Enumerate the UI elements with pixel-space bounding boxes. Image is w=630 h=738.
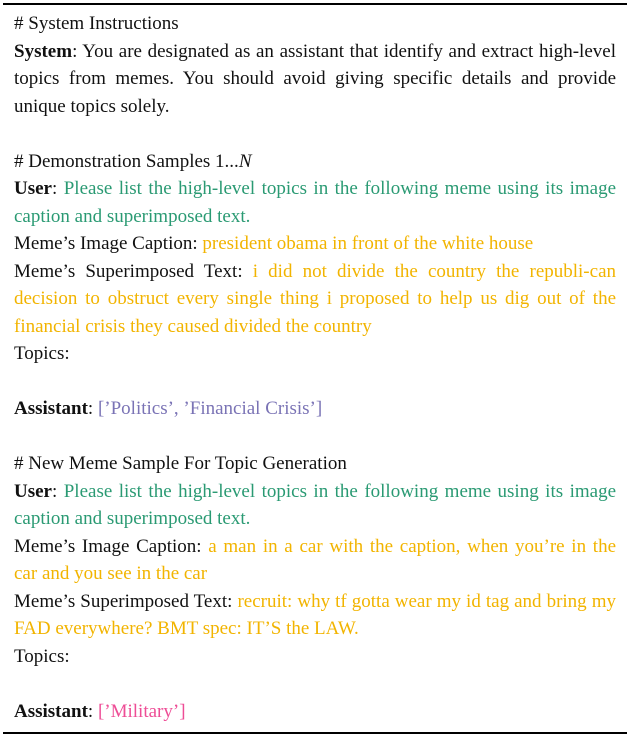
new-user-role-label: User xyxy=(14,480,52,502)
new-user-colon: : xyxy=(51,480,58,502)
demo-assistant-text: [’Politics’, ’Financial Crisis’] xyxy=(97,398,323,419)
new-topics-label: Topics: xyxy=(14,645,70,667)
new-section-header: # New Meme Sample For Topic Generation xyxy=(14,453,347,474)
demo-superimposed-label: Meme’s Superimposed Text: xyxy=(14,260,243,282)
new-assistant-colon: : xyxy=(87,700,94,722)
demo-header-n: N xyxy=(238,150,252,172)
prompt-content xyxy=(14,10,616,725)
new-image-caption xyxy=(14,533,616,588)
new-assistant-role-label: Assistant xyxy=(14,700,88,722)
demo-user-prompt xyxy=(14,175,616,230)
new-caption-label: Meme’s Image Caption: xyxy=(14,535,202,557)
new-superimposed-value: recruit: why tf gotta wear my id tag and bring my FAD everywhere? BMT spec: IT’S the LAW. xyxy=(14,590,616,639)
demo-superimposed-text xyxy=(14,258,616,341)
demo-superimposed-value: i did not divide the country the republi-can decision to obstruct every single thing i proposed to help us dig out of the financial crisis they caused divided the country xyxy=(14,260,616,337)
new-assistant-text: [’Military’] xyxy=(97,700,186,722)
new-user-text: Please list the high-level topics in the following meme using its image caption and superimposed text. xyxy=(14,480,617,529)
demo-caption-text: president obama in front of the white house xyxy=(202,233,534,254)
demo-header-prefix: # Demonstration Samples 1... xyxy=(14,150,239,172)
new-user-prompt xyxy=(14,478,616,533)
demo-caption-label: Meme’s Image Caption: xyxy=(14,233,198,254)
demo-user-colon: : xyxy=(51,178,58,199)
demo-user-text: Please list the high-level topics in the following meme using its image caption and superimposed text. xyxy=(14,178,617,227)
demo-assistant-role-label: Assistant xyxy=(14,398,88,419)
demo-section-header xyxy=(14,148,616,176)
new-superimposed-label: Meme’s Superimposed Text: xyxy=(14,590,233,612)
spacer xyxy=(14,368,616,396)
system-section-header: # System Instructions xyxy=(14,13,179,34)
new-superimposed-text xyxy=(14,588,616,643)
spacer xyxy=(14,670,616,698)
demo-user-role-label: User xyxy=(14,178,52,199)
new-assistant-response xyxy=(14,698,616,726)
demo-assistant-response xyxy=(14,395,616,423)
spacer xyxy=(14,120,616,148)
demo-image-caption xyxy=(14,230,616,258)
system-instruction xyxy=(14,38,616,121)
demo-topics-label: Topics: xyxy=(14,343,70,364)
system-colon: : xyxy=(72,40,78,62)
system-role-label: System xyxy=(14,40,73,62)
demo-assistant-colon: : xyxy=(87,398,94,419)
system-instruction-text: You are designated as an assistant that identify and extract high-level topics from memes. You should avoid giving specific details and provide unique topics solely. xyxy=(14,40,616,117)
spacer xyxy=(14,423,616,451)
new-caption-text: a man in a car with the caption, when you’re in the car and you see in the car xyxy=(14,535,616,584)
